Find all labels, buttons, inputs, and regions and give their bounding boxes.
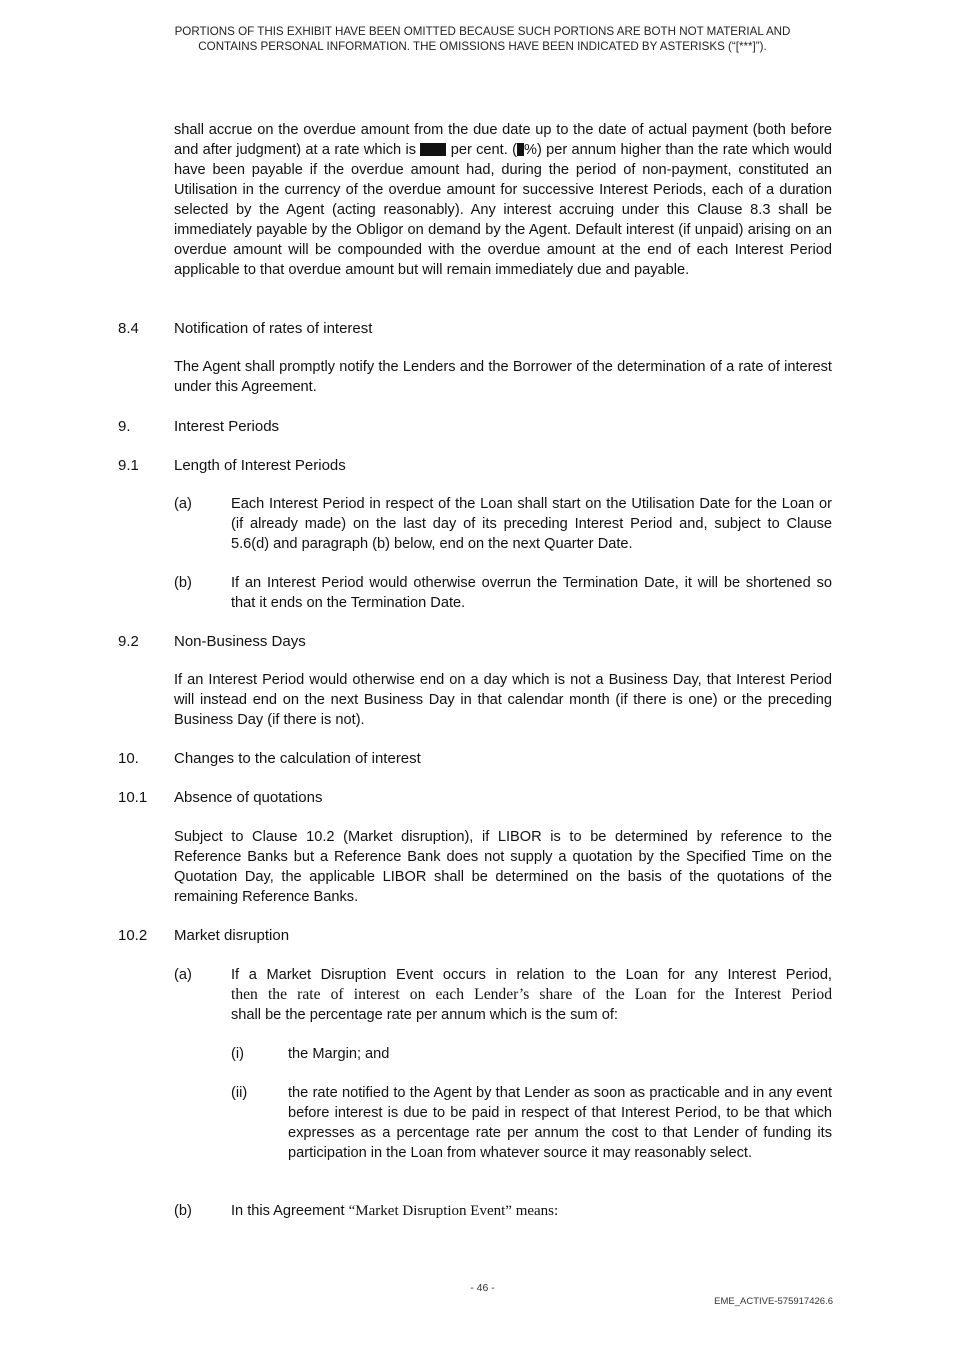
clause-title: Market disruption <box>174 927 290 944</box>
subitem-label: (ii) <box>231 1085 248 1101</box>
item-text-intro: In this Agreement <box>231 1203 349 1219</box>
item-label: (b) <box>174 1203 192 1219</box>
clause-number: 10.2 <box>118 927 148 944</box>
item-line-3: shall be the percentage rate per annum which is the sum of: <box>231 1007 618 1023</box>
clause-number: 8.4 <box>118 320 139 337</box>
clause-9-2-text: If an Interest Period would otherwise end on a day which is not a Business Day, that Interest Period will instead end on the next Business Day in that calendar month (if there is one) or the preceding Business Day (if there is not). <box>174 672 832 728</box>
clause-title: Notification of rates of interest <box>174 320 373 337</box>
item-text <box>231 1201 832 1221</box>
clause-title: Changes to the calculation of interest <box>174 750 421 767</box>
clause-8-3-continuation <box>174 120 832 280</box>
notice-line-2: CONTAINS PERSONAL INFORMATION. THE OMISSIONS HAVE BEEN INDICATED BY ASTERISKS (“[***]”). <box>198 40 767 53</box>
continuation-part-2: per cent. ( <box>450 142 517 158</box>
page-number: - 46 - <box>470 1282 495 1294</box>
clause-number: 9.2 <box>118 633 139 650</box>
clause-number: 9. <box>118 418 131 435</box>
item-line-1: If a Market Disruption Event occurs in relation to the Loan for any Interest Period, <box>231 967 832 983</box>
item-label: (a) <box>174 967 192 983</box>
clause-title: Interest Periods <box>174 418 280 435</box>
defined-term: “Market Disruption Event” <box>348 1203 512 1219</box>
item-label: (b) <box>174 575 192 591</box>
clause-title: Length of Interest Periods <box>174 457 346 474</box>
clause-title: Non-Business Days <box>174 633 306 650</box>
clause-number: 9.1 <box>118 457 139 474</box>
item-label: (a) <box>174 496 192 512</box>
clause-8-4-text: The Agent shall promptly notify the Lenders and the Borrower of the determination of a rate of interest under this Agreement. <box>174 359 832 395</box>
item-text-outro: means: <box>511 1203 559 1219</box>
item-line-2: then the rate of interest on each Lender’s share of the Loan for the Interest Period <box>231 986 832 1003</box>
document-reference: EME_ACTIVE-575917426.6 <box>714 1296 833 1307</box>
clause-number: 10.1 <box>118 789 148 806</box>
continuation-part-1: shall accrue on the overdue amount from the due date up to the date of actual payment (both before and after judgment) at a rate which is <box>174 122 832 158</box>
continuation-part-3: %) per annum higher than the rate which would have been payable if the overdue amount had, during the period of non-payment, constituted an Utilisation in the currency of the overdue amount for successive Interest Periods, each of a duration selected by the Agent (acting reasonably). Any interest accruing under this Clause 8.3 shall be immediately payable by the Obligor on demand by the Agent. Default interest (if unpaid) arising on an overdue amount will be compounded with the overdue amount at the end of each Interest Period applicable to that overdue amount but will remain immediately due and payable. <box>174 142 832 278</box>
exhibit-omission-notice <box>110 24 855 54</box>
redaction-block <box>517 143 524 156</box>
item-text <box>231 965 832 1025</box>
clause-title: Absence of quotations <box>174 789 323 806</box>
clause-10-1-text: Subject to Clause 10.2 (Market disruption), if LIBOR is to be determined by reference to the Reference Banks but a Reference Bank does not supply a quotation by the Specified Time on the Quotation Day, the applicable LIBOR shall be determined on the basis of the quotations of the remaining Reference Banks. <box>174 829 832 905</box>
subitem-text: the rate notified to the Agent by that Lender as soon as practicable and in any event before interest is due to be paid in respect of that Interest Period, to be that which expresses as a percentage rate per annum the cost to that Lender of funding its participation in the Loan from whatever source it may reasonably select. <box>288 1085 832 1161</box>
redaction-block <box>420 143 446 156</box>
subitem-text: the Margin; and <box>288 1046 390 1062</box>
item-text: Each Interest Period in respect of the Loan shall start on the Utilisation Date for the Loan or (if already made) on the last day of its preceding Interest Period and, subject to Clause 5.6(d) and paragraph (b) below, end on the next Quarter Date. <box>231 496 832 552</box>
clause-number: 10. <box>118 750 139 767</box>
item-text: If an Interest Period would otherwise overrun the Termination Date, it will be shortened so that it ends on the Termination Date. <box>231 575 832 611</box>
subitem-label: (i) <box>231 1046 244 1062</box>
notice-line-1: PORTIONS OF THIS EXHIBIT HAVE BEEN OMITTED BECAUSE SUCH PORTIONS ARE BOTH NOT MATERIAL AND <box>174 25 791 38</box>
